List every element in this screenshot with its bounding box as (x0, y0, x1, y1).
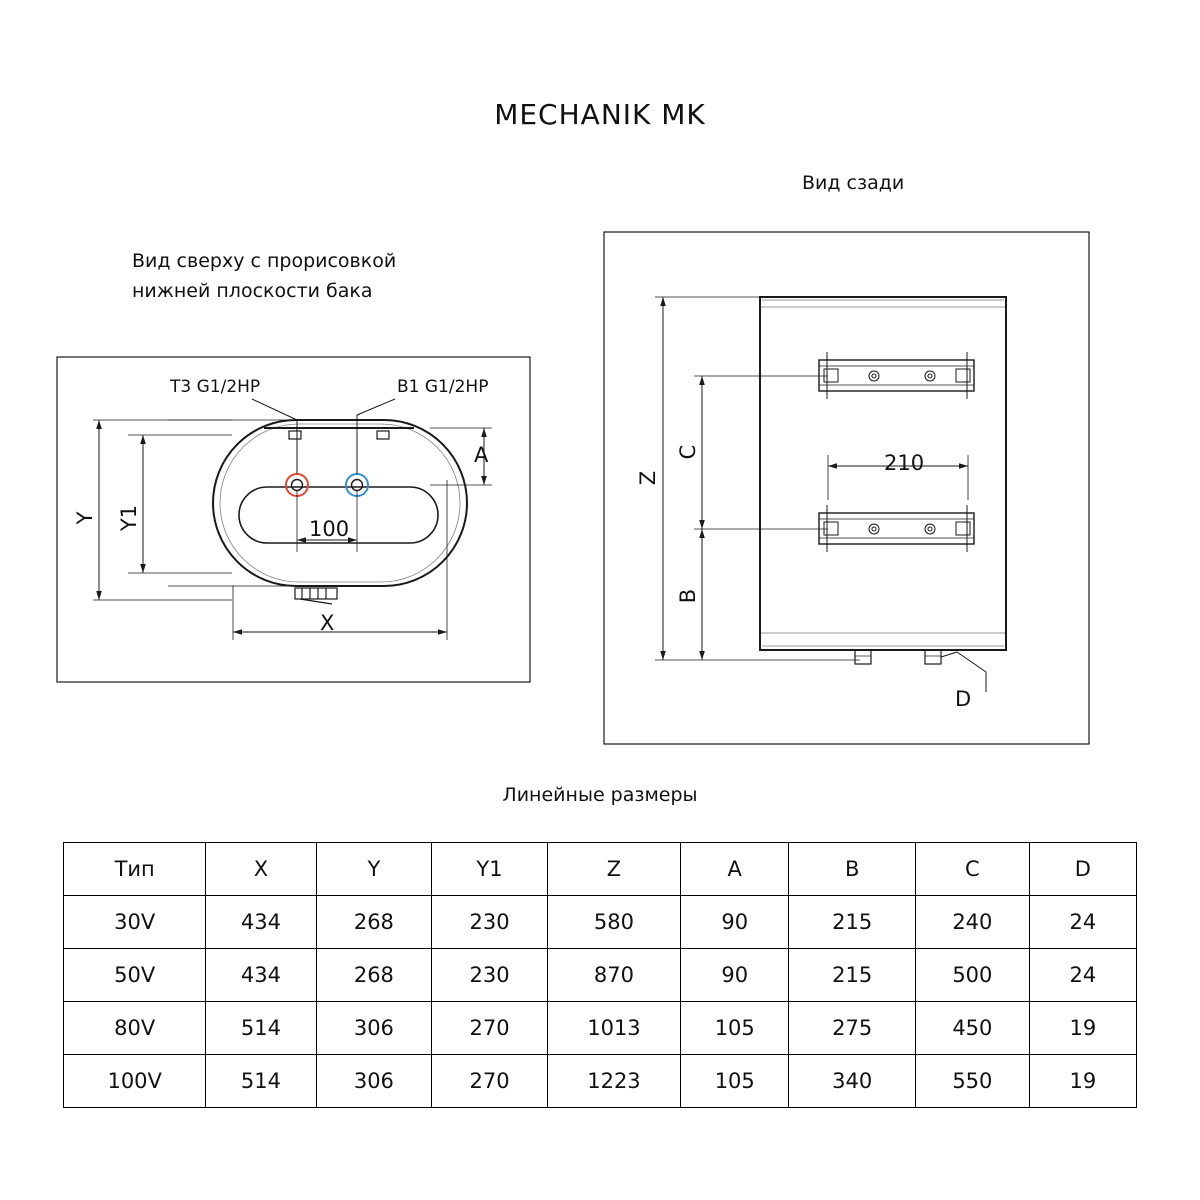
table-cell: 306 (316, 1055, 432, 1108)
table-cell: 230 (432, 949, 548, 1002)
table-cell: 434 (206, 949, 316, 1002)
table-cell: 270 (432, 1055, 548, 1108)
table-header-cell: Z (547, 843, 680, 896)
table-cell: 1013 (547, 1002, 680, 1055)
table-cell: 19 (1029, 1002, 1136, 1055)
table-cell: 434 (206, 896, 316, 949)
table-header-cell: Y1 (432, 843, 548, 896)
label-c: C (676, 444, 700, 460)
table-row (64, 949, 1137, 1002)
table-cell: 100V (64, 1055, 206, 1108)
dimensions-table (63, 842, 1137, 1108)
table-cell: 24 (1029, 949, 1136, 1002)
table-row (64, 1055, 1137, 1108)
label-b: B (676, 588, 700, 604)
lower-bracket (819, 513, 974, 544)
label-y: Y (73, 511, 97, 525)
table-cell: 514 (206, 1002, 316, 1055)
table-cell: 1223 (547, 1055, 680, 1108)
label-x: X (320, 611, 335, 635)
table-row (64, 1002, 1137, 1055)
table-header-cell: X (206, 843, 316, 896)
table-cell: 50V (64, 949, 206, 1002)
table-cell: 306 (316, 1002, 432, 1055)
table-cell: 580 (547, 896, 680, 949)
table-header-cell: A (681, 843, 789, 896)
table-cell: 275 (789, 1002, 916, 1055)
table-cell: 30V (64, 896, 206, 949)
table-header-cell: Y (316, 843, 432, 896)
table-cell: 105 (681, 1055, 789, 1108)
label-a: A (474, 443, 489, 467)
table-cell: 240 (915, 896, 1029, 949)
tank-back-outline (760, 297, 1006, 650)
table-cell: 105 (681, 1002, 789, 1055)
table-row (64, 896, 1137, 949)
back-view-frame (604, 232, 1089, 744)
page-title: MECHANIK MK (494, 98, 706, 131)
table-cell: 500 (915, 949, 1029, 1002)
label-t3: T3 G1/2HP (170, 377, 261, 397)
table-cell: 870 (547, 949, 680, 1002)
table-cell: 230 (432, 896, 548, 949)
table-cell: 90 (681, 896, 789, 949)
table-header-cell: C (915, 843, 1029, 896)
table-header-cell: Тип (64, 843, 206, 896)
tank-top-outline (213, 420, 467, 586)
label-100: 100 (309, 517, 350, 541)
table-header-cell: B (789, 843, 916, 896)
table-cell: 90 (681, 949, 789, 1002)
table-header-cell: D (1029, 843, 1136, 896)
top-view-caption-line2: нижней плоскости бака (132, 280, 373, 302)
label-b1: B1 G1/2HP (397, 377, 489, 397)
table-cell: 268 (316, 896, 432, 949)
label-210: 210 (884, 451, 925, 475)
label-d: D (955, 687, 972, 711)
table-cell: 215 (789, 896, 916, 949)
table-cell: 514 (206, 1055, 316, 1108)
label-y1: Y1 (117, 504, 141, 532)
upper-bracket (819, 360, 974, 391)
table-cell: 19 (1029, 1055, 1136, 1108)
table-cell: 215 (789, 949, 916, 1002)
label-z: Z (636, 470, 660, 486)
table-header-row (64, 843, 1137, 896)
table-cell: 550 (915, 1055, 1029, 1108)
table-cell: 268 (316, 949, 432, 1002)
table-cell: 24 (1029, 896, 1136, 949)
table-caption: Линейные размеры (502, 784, 698, 806)
back-view-caption: Вид сзади (802, 172, 905, 194)
table-cell: 270 (432, 1002, 548, 1055)
top-view-caption-line1: Вид сверху с прорисовкой (132, 250, 397, 272)
table-cell: 340 (789, 1055, 916, 1108)
table-cell: 450 (915, 1002, 1029, 1055)
table-cell: 80V (64, 1002, 206, 1055)
